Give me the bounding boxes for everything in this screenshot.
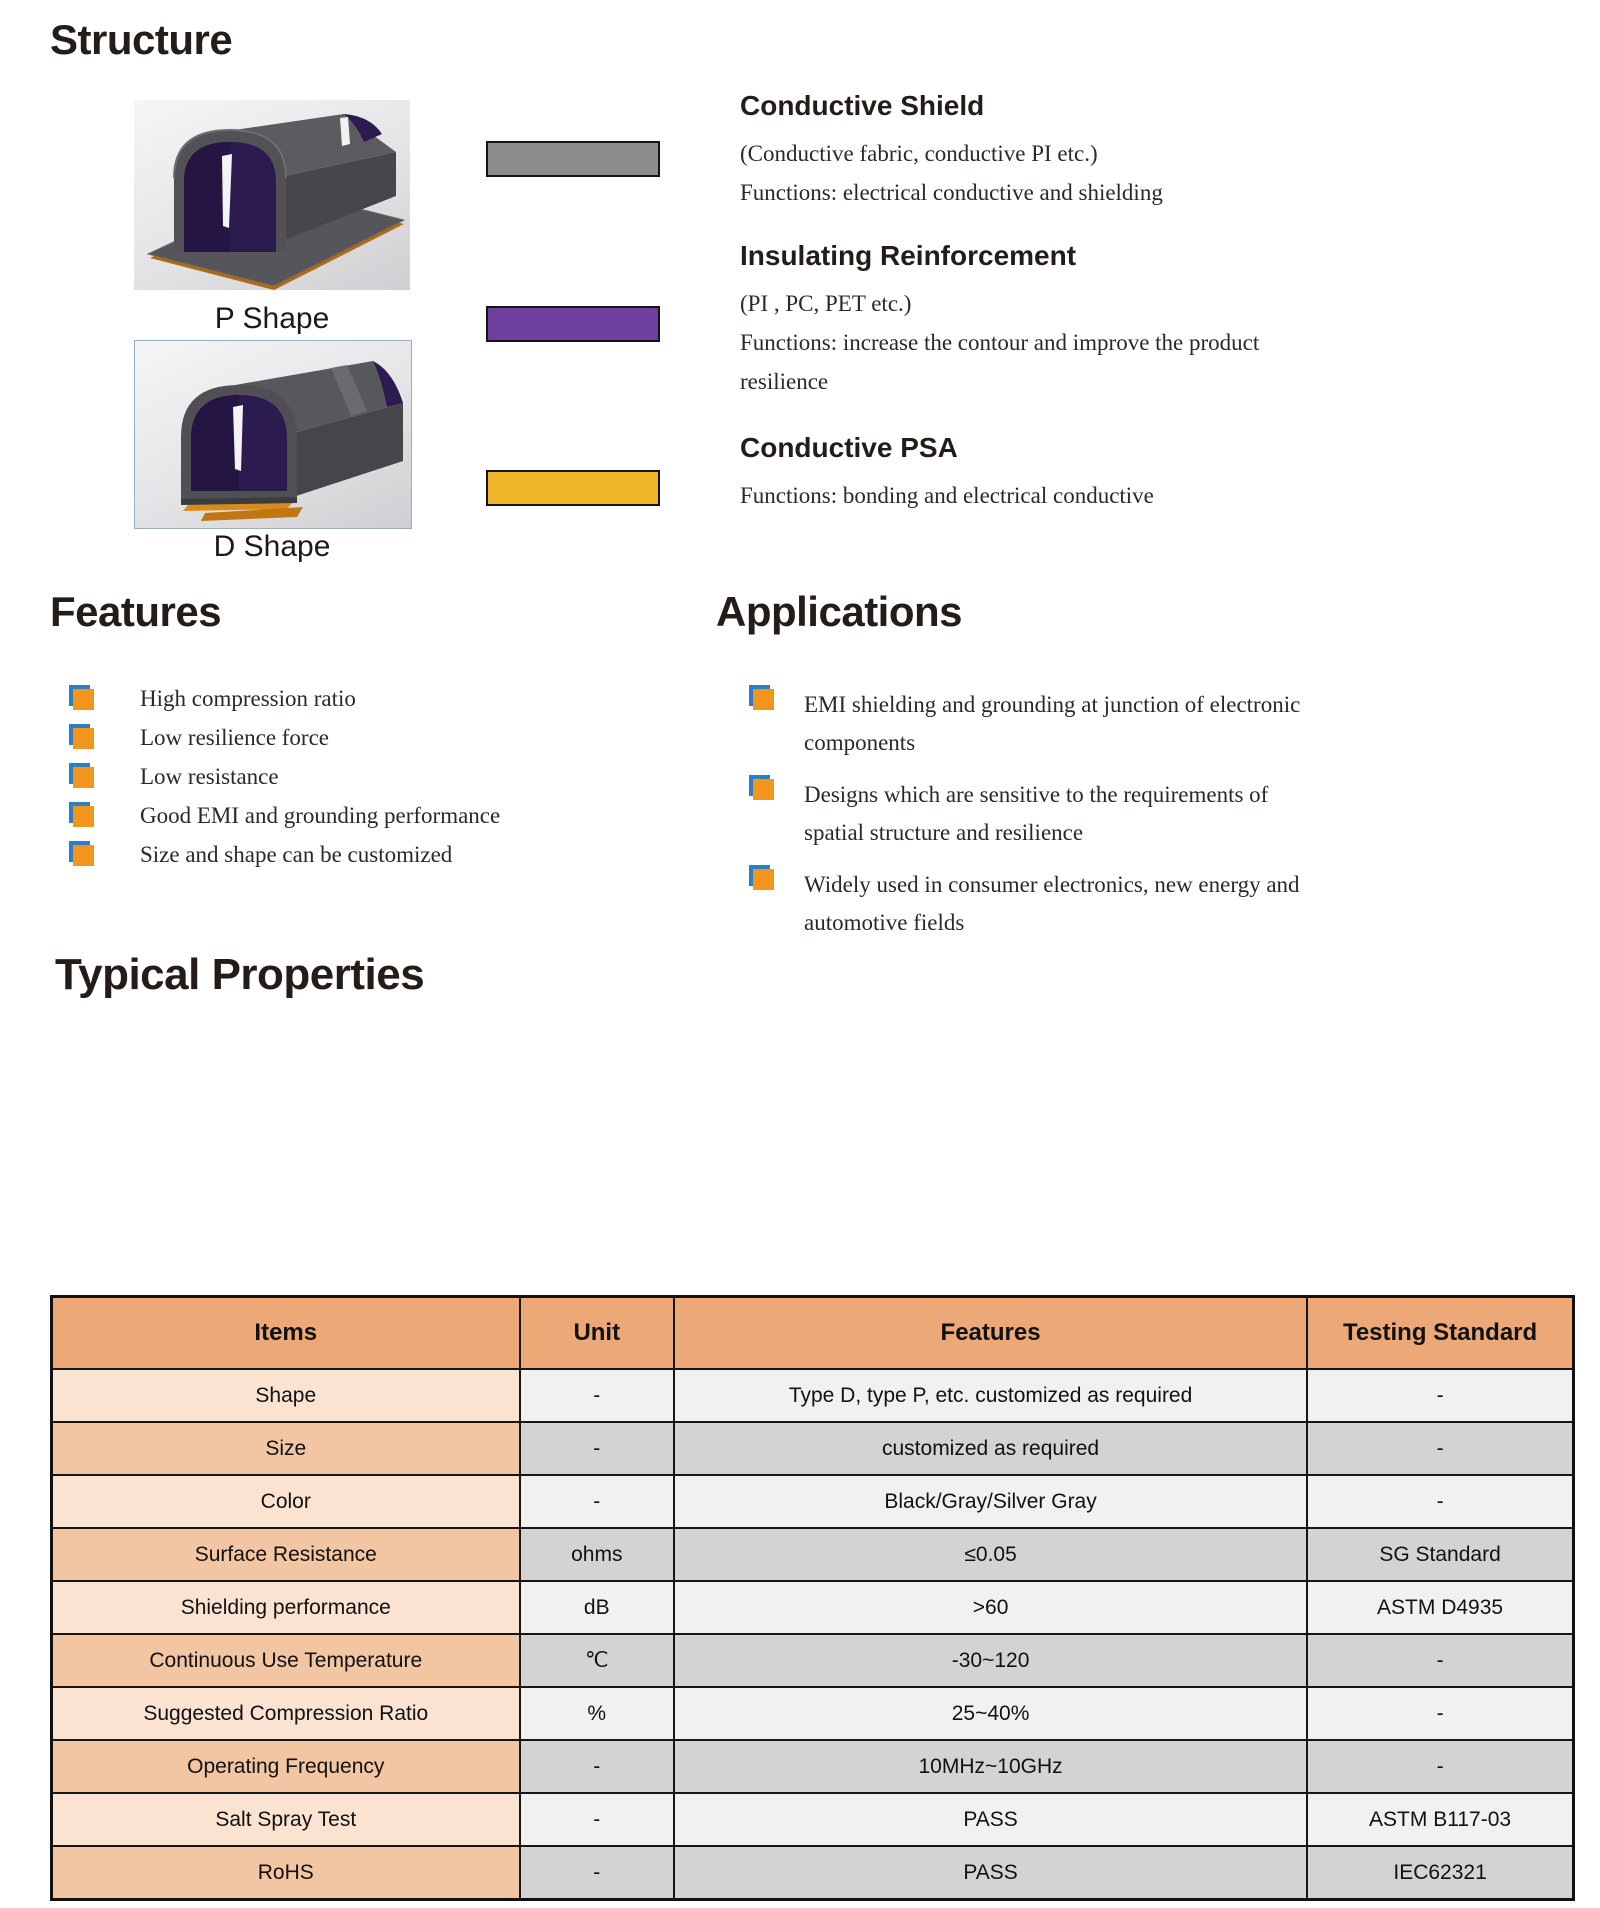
cell-unit: - (520, 1846, 674, 1900)
cell-features: -30~120 (674, 1634, 1307, 1687)
cell-unit: ohms (520, 1528, 674, 1581)
column-header-unit: Unit (520, 1297, 674, 1370)
feature-text: Good EMI and grounding performance (140, 803, 501, 828)
cell-features: Type D, type P, etc. customized as required (674, 1369, 1307, 1422)
cell-features: >60 (674, 1581, 1307, 1634)
layer-functions: Functions: increase the contour and improve the product resilience (740, 330, 1260, 394)
application-text: Widely used in consumer electronics, new energy and automotive fields (804, 872, 1300, 935)
layer-functions: Functions: bonding and electrical conductive (740, 483, 1154, 508)
insulating-reinforcement-block (740, 240, 1280, 401)
cell-unit: - (520, 1422, 674, 1475)
feature-list-item (73, 725, 673, 750)
feature-list-item (73, 842, 673, 867)
cell-testing-standard: - (1307, 1634, 1573, 1687)
cell-item: Continuous Use Temperature (52, 1634, 520, 1687)
cell-unit: - (520, 1475, 674, 1528)
layer-materials: (Conductive fabric, conductive PI etc.) (740, 141, 1098, 166)
conductive-psa-block (740, 432, 1280, 515)
square-bullet-icon (73, 845, 94, 866)
table-row (52, 1740, 1574, 1793)
applications-section-title: Applications (716, 588, 963, 635)
layer-materials: (PI , PC, PET etc.) (740, 291, 912, 316)
cell-unit: ℃ (520, 1634, 674, 1687)
cell-unit: % (520, 1687, 674, 1740)
cell-testing-standard: SG Standard (1307, 1528, 1573, 1581)
feature-text: Size and shape can be customized (140, 842, 453, 867)
cell-features: PASS (674, 1793, 1307, 1846)
table-body (52, 1369, 1574, 1900)
applications-list (753, 686, 1313, 956)
table-row (52, 1581, 1574, 1634)
p-shape-label: P Shape (214, 302, 330, 335)
application-text: EMI shielding and grounding at junction of electronic components (804, 692, 1301, 755)
features-section-title: Features (50, 588, 222, 635)
table-row (52, 1687, 1574, 1740)
cell-unit: - (520, 1369, 674, 1422)
feature-text: Low resistance (140, 764, 279, 789)
cell-testing-standard: - (1307, 1422, 1573, 1475)
square-bullet-icon (73, 767, 94, 788)
square-bullet-icon (753, 689, 774, 710)
table-row (52, 1793, 1574, 1846)
application-text: Designs which are sensitive to the requirements of spatial structure and resilience (804, 782, 1269, 845)
cell-item: Suggested Compression Ratio (52, 1687, 520, 1740)
conductive-shield-block (740, 90, 1280, 212)
square-bullet-icon (73, 728, 94, 749)
p-shape-3d-illustration (134, 100, 410, 290)
square-bullet-icon (753, 779, 774, 800)
d-shape-3d-illustration (135, 341, 411, 528)
cell-item: Shape (52, 1369, 520, 1422)
p-shape-render (134, 100, 410, 290)
cell-item: Color (52, 1475, 520, 1528)
conductive-shield-swatch (486, 141, 660, 177)
cell-unit: - (520, 1740, 674, 1793)
table-row (52, 1422, 1574, 1475)
typical-properties-section-title: Typical Properties (55, 950, 425, 999)
table-row (52, 1369, 1574, 1422)
cell-item: Surface Resistance (52, 1528, 520, 1581)
feature-text: High compression ratio (140, 686, 356, 711)
cell-testing-standard: - (1307, 1740, 1573, 1793)
cell-testing-standard: IEC62321 (1307, 1846, 1573, 1900)
square-bullet-icon (753, 869, 774, 890)
d-shape-label: D Shape (213, 530, 331, 563)
table-row (52, 1528, 1574, 1581)
table-row (52, 1634, 1574, 1687)
layer-functions: Functions: electrical conductive and shielding (740, 180, 1163, 205)
cell-testing-standard: ASTM B117-03 (1307, 1793, 1573, 1846)
application-list-item (753, 776, 1313, 852)
table-row (52, 1475, 1574, 1528)
layer-title: Conductive PSA (740, 432, 958, 463)
conductive-psa-swatch (486, 470, 660, 506)
features-list (73, 686, 673, 881)
column-header-testing-standard: Testing Standard (1307, 1297, 1573, 1370)
layer-title: Insulating Reinforcement (740, 240, 1077, 271)
cell-testing-standard: ASTM D4935 (1307, 1581, 1573, 1634)
cell-features: customized as required (674, 1422, 1307, 1475)
application-list-item (753, 866, 1313, 942)
square-bullet-icon (73, 806, 94, 827)
cell-features: 25~40% (674, 1687, 1307, 1740)
cell-item: Salt Spray Test (52, 1793, 520, 1846)
d-shape-render (134, 340, 412, 529)
feature-text: Low resilience force (140, 725, 330, 750)
cell-features: ≤0.05 (674, 1528, 1307, 1581)
application-list-item (753, 686, 1313, 762)
cell-item: Shielding performance (52, 1581, 520, 1634)
table-header-row (52, 1297, 1574, 1370)
cell-testing-standard: - (1307, 1369, 1573, 1422)
structure-section-title: Structure (50, 16, 233, 63)
table-row (52, 1846, 1574, 1900)
layer-title: Conductive Shield (740, 90, 985, 121)
cell-item: RoHS (52, 1846, 520, 1900)
cell-unit: dB (520, 1581, 674, 1634)
cell-item: Size (52, 1422, 520, 1475)
column-header-items: Items (52, 1297, 520, 1370)
cell-testing-standard: - (1307, 1687, 1573, 1740)
cell-features: Black/Gray/Silver Gray (674, 1475, 1307, 1528)
typical-properties-table (50, 1295, 1575, 1901)
feature-list-item (73, 686, 673, 711)
insulating-reinforcement-swatch (486, 306, 660, 342)
cell-item: Operating Frequency (52, 1740, 520, 1793)
square-bullet-icon (73, 689, 94, 710)
column-header-features: Features (674, 1297, 1307, 1370)
feature-list-item (73, 803, 673, 828)
cell-features: 10MHz~10GHz (674, 1740, 1307, 1793)
cell-testing-standard: - (1307, 1475, 1573, 1528)
feature-list-item (73, 764, 673, 789)
cell-unit: - (520, 1793, 674, 1846)
cell-features: PASS (674, 1846, 1307, 1900)
